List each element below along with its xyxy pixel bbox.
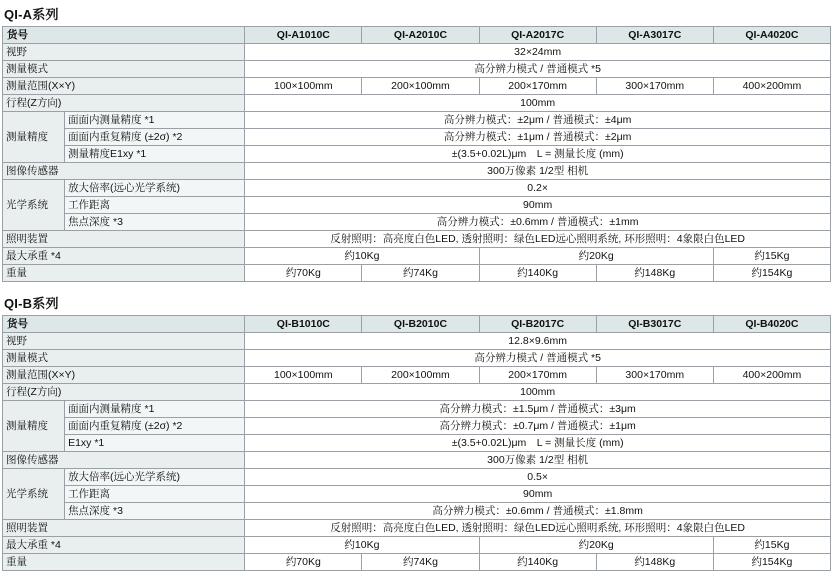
sub-value-optics-1: 0.5×	[245, 469, 831, 486]
row-label-accuracy: 测量精度	[3, 401, 65, 452]
table-row	[3, 231, 831, 248]
section-qi-b	[0, 289, 833, 571]
row-value-measure-range-4: 300×170mm	[596, 78, 713, 95]
row-value-measure-range-2: 200×100mm	[362, 367, 479, 384]
section-title-a: QI-A系列	[4, 7, 59, 22]
row-value-z-stroke: 100mm	[245, 95, 831, 112]
sub-value-optics-3: 高分辨力模式：±0.6mm / 普通模式：±1mm	[245, 214, 831, 231]
header-model-3: QI-B2017C	[479, 316, 596, 333]
row-label-optics: 光学系统	[3, 469, 65, 520]
sub-label-accuracy-1: 面面内测量精度 *1	[65, 401, 245, 418]
row-value-image-sensor: 300万像素 1/2型 相机	[245, 452, 831, 469]
row-label-image-sensor: 图像传感器	[3, 452, 245, 469]
header-model-2: QI-B2010C	[362, 316, 479, 333]
row-value-max-load-3: 约15Kg	[713, 248, 830, 265]
header-model-4: QI-A3017C	[596, 27, 713, 44]
row-label-field-of-view: 视野	[3, 44, 245, 61]
header-model-4: QI-B3017C	[596, 316, 713, 333]
row-value-measure-range-5: 400×200mm	[713, 78, 830, 95]
table-row	[3, 180, 831, 197]
row-label-measure-range: 测量范围(X×Y)	[3, 78, 245, 95]
header-model-3: QI-A2017C	[479, 27, 596, 44]
row-value-max-load-1: 约10Kg	[245, 248, 479, 265]
row-label-z-stroke: 行程(Z方向)	[3, 384, 245, 401]
header-model-5: QI-B4020C	[713, 316, 830, 333]
sub-value-optics-2: 90mm	[245, 486, 831, 503]
table-row	[3, 333, 831, 350]
row-value-measure-range-3: 200×170mm	[479, 367, 596, 384]
sub-value-accuracy-2: 高分辨力模式：±1μm / 普通模式：±2μm	[245, 129, 831, 146]
row-label-accuracy: 测量精度	[3, 112, 65, 163]
row-label-optics: 光学系统	[3, 180, 65, 231]
row-value-max-load-2: 约20Kg	[479, 537, 713, 554]
table-row	[3, 146, 831, 163]
row-value-measure-mode: 高分辨力模式 / 普通模式 *5	[245, 350, 831, 367]
sub-label-optics-3: 焦点深度 *3	[65, 214, 245, 231]
row-value-measure-range-4: 300×170mm	[596, 367, 713, 384]
row-label-weight: 重量	[3, 265, 245, 282]
table-row	[3, 503, 831, 520]
sub-label-accuracy-1: 面面内测量精度 *1	[65, 112, 245, 129]
table-row	[3, 129, 831, 146]
sub-value-optics-2: 90mm	[245, 197, 831, 214]
table-row	[3, 367, 831, 384]
sub-label-accuracy-2: 面面内重复精度 (±2σ) *2	[65, 129, 245, 146]
table-row	[3, 554, 831, 571]
row-label-weight: 重量	[3, 554, 245, 571]
section-spacer	[0, 282, 833, 289]
table-row	[3, 520, 831, 537]
row-value-measure-range-1: 100×100mm	[245, 367, 362, 384]
row-value-weight-1: 约70Kg	[245, 554, 362, 571]
table-row	[3, 265, 831, 282]
section-title-b: QI-B系列	[4, 296, 59, 311]
sub-label-optics-1: 放大倍率(远心光学系统)	[65, 180, 245, 197]
sub-value-accuracy-2: 高分辨力模式：±0.7μm / 普通模式：±1μm	[245, 418, 831, 435]
row-value-image-sensor: 300万像素 1/2型 相机	[245, 163, 831, 180]
row-value-illumination: 反射照明：高亮度白色LED, 透射照明：绿色LED远心照明系统, 环形照明：4象限白色LED	[245, 231, 831, 248]
row-value-measure-range-3: 200×170mm	[479, 78, 596, 95]
table-row	[3, 469, 831, 486]
row-value-z-stroke: 100mm	[245, 384, 831, 401]
row-value-weight-1: 约70Kg	[245, 265, 362, 282]
table-row	[3, 384, 831, 401]
sub-label-optics-2: 工作距离	[65, 197, 245, 214]
row-label-measure-mode: 测量模式	[3, 61, 245, 78]
row-label-z-stroke: 行程(Z方向)	[3, 95, 245, 112]
spec-table-b	[2, 315, 831, 571]
header-model-5: QI-A4020C	[713, 27, 830, 44]
row-value-max-load-3: 约15Kg	[713, 537, 830, 554]
row-value-field-of-view: 32×24mm	[245, 44, 831, 61]
sub-value-accuracy-3: ±(3.5+0.02L)μm L = 测量长度 (mm)	[245, 146, 831, 163]
header-model-2: QI-A2010C	[362, 27, 479, 44]
row-value-measure-range-1: 100×100mm	[245, 78, 362, 95]
table-row	[3, 248, 831, 265]
row-value-weight-3: 约140Kg	[479, 554, 596, 571]
row-label-image-sensor: 图像传感器	[3, 163, 245, 180]
row-value-max-load-2: 约20Kg	[479, 248, 713, 265]
row-label-illumination: 照明装置	[3, 520, 245, 537]
table-row	[3, 486, 831, 503]
row-label-measure-range: 测量范围(X×Y)	[3, 367, 245, 384]
sub-value-optics-3: 高分辨力模式：±0.6mm / 普通模式：±1.8mm	[245, 503, 831, 520]
section-qi-a	[0, 0, 833, 282]
table-row	[3, 44, 831, 61]
sub-value-accuracy-1: 高分辨力模式：±2μm / 普通模式：±4μm	[245, 112, 831, 129]
table-row	[3, 418, 831, 435]
header-label: 货号	[3, 316, 245, 333]
table-row	[3, 401, 831, 418]
header-model-1: QI-A1010C	[245, 27, 362, 44]
sub-value-accuracy-1: 高分辨力模式：±1.5μm / 普通模式：±3μm	[245, 401, 831, 418]
row-value-measure-range-2: 200×100mm	[362, 78, 479, 95]
sub-label-accuracy-3: E1xy *1	[65, 435, 245, 452]
sub-label-optics-3: 焦点深度 *3	[65, 503, 245, 520]
sub-label-optics-1: 放大倍率(远心光学系统)	[65, 469, 245, 486]
row-value-weight-5: 约154Kg	[713, 265, 830, 282]
table-row	[3, 452, 831, 469]
table-row	[3, 78, 831, 95]
row-value-measure-range-5: 400×200mm	[713, 367, 830, 384]
table-row	[3, 197, 831, 214]
row-value-weight-2: 约74Kg	[362, 554, 479, 571]
row-value-weight-3: 约140Kg	[479, 265, 596, 282]
row-value-max-load-1: 约10Kg	[245, 537, 479, 554]
row-value-weight-4: 约148Kg	[596, 554, 713, 571]
row-value-weight-4: 约148Kg	[596, 265, 713, 282]
sub-label-accuracy-3: 测量精度E1xy *1	[65, 146, 245, 163]
row-label-max-load: 最大承重 *4	[3, 537, 245, 554]
table-header-row	[3, 27, 831, 44]
table-row	[3, 214, 831, 231]
table-header-row	[3, 316, 831, 333]
sub-label-accuracy-2: 面面内重复精度 (±2σ) *2	[65, 418, 245, 435]
row-value-measure-mode: 高分辨力模式 / 普通模式 *5	[245, 61, 831, 78]
row-value-weight-5: 约154Kg	[713, 554, 830, 571]
table-row	[3, 537, 831, 554]
row-label-measure-mode: 测量模式	[3, 350, 245, 367]
row-label-max-load: 最大承重 *4	[3, 248, 245, 265]
row-label-field-of-view: 视野	[3, 333, 245, 350]
spec-table-a	[2, 26, 831, 282]
row-value-illumination: 反射照明：高亮度白色LED, 透射照明：绿色LED远心照明系统, 环形照明：4象限白色LED	[245, 520, 831, 537]
table-row	[3, 350, 831, 367]
row-value-weight-2: 约74Kg	[362, 265, 479, 282]
sub-value-optics-1: 0.2×	[245, 180, 831, 197]
table-row	[3, 95, 831, 112]
row-value-field-of-view: 12.8×9.6mm	[245, 333, 831, 350]
header-label: 货号	[3, 27, 245, 44]
table-row	[3, 163, 831, 180]
sub-label-optics-2: 工作距离	[65, 486, 245, 503]
row-label-illumination: 照明装置	[3, 231, 245, 248]
table-row	[3, 435, 831, 452]
table-row	[3, 112, 831, 129]
header-model-1: QI-B1010C	[245, 316, 362, 333]
sub-value-accuracy-3: ±(3.5+0.02L)μm L = 测量长度 (mm)	[245, 435, 831, 452]
table-row	[3, 61, 831, 78]
